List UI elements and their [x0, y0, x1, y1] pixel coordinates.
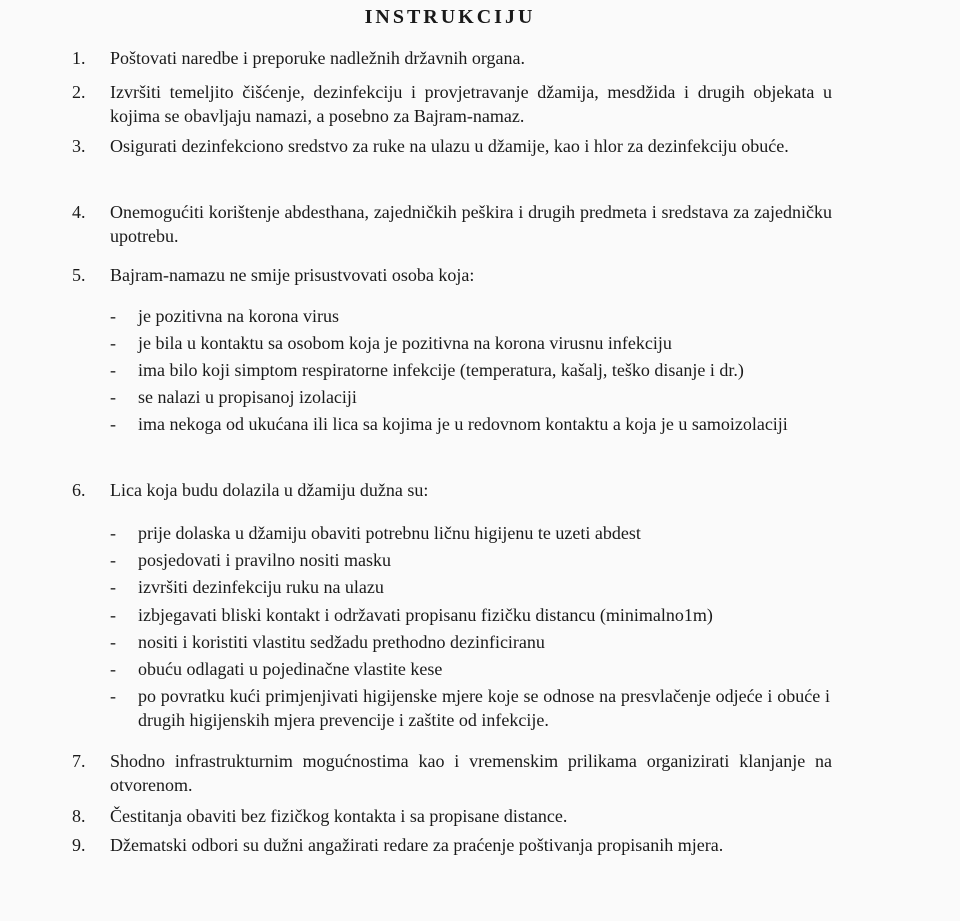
list-item-text: je bila u kontaktu sa osobom koja je pozitivna na korona virusnu infekciju: [138, 333, 672, 353]
list-item-text: izvršiti dezinfekciju ruku na ulazu: [138, 577, 384, 597]
instruction-item-8: [72, 804, 832, 828]
list-item: [110, 358, 830, 382]
item-text: Shodno infrastrukturnim mogućnostima kao i vremenskim prilikama organizirati klanjanje na otvorenom.: [110, 751, 832, 795]
bullet-dash: -: [110, 387, 116, 407]
list-item-text: prije dolaska u džamiju obaviti potrebnu ličnu higijenu te uzeti abdest: [138, 523, 641, 543]
item-number: 2.: [72, 82, 86, 102]
item-number: 3.: [72, 136, 86, 156]
list-item: [110, 630, 830, 654]
bullet-dash: -: [110, 333, 116, 353]
bullet-dash: -: [110, 550, 116, 570]
list-item-text: izbjegavati bliski kontakt i održavati propisanu fizičku distancu (minimalno1m): [138, 605, 713, 625]
item-number: 4.: [72, 202, 86, 222]
list-item: [110, 548, 830, 572]
bullet-dash: -: [110, 523, 116, 543]
bullet-dash: -: [110, 414, 116, 434]
bullet-dash: -: [110, 686, 116, 706]
item-number: 9.: [72, 835, 86, 855]
list-item: [110, 684, 830, 732]
document-title: INSTRUKCIJU: [364, 6, 536, 28]
list-item-text: ima nekoga od ukućana ili lica sa kojima je u redovnom kontaktu a koja je u samoizolaciji: [138, 414, 788, 434]
bullet-dash: -: [110, 605, 116, 625]
item-text: Poštovati naredbe i preporuke nadležnih državnih organa.: [110, 48, 526, 68]
instruction-item-2: [72, 80, 832, 128]
list-item: [110, 304, 830, 328]
bullet-dash: -: [110, 659, 116, 679]
list-item: [110, 412, 830, 436]
instruction-item-1: [72, 46, 832, 70]
list-item-text: obuću odlagati u pojedinačne vlastite kese: [138, 659, 443, 679]
list-item: [110, 603, 830, 627]
item-number: 6.: [72, 480, 86, 500]
list-item: [110, 657, 830, 681]
item-number: 1.: [72, 48, 86, 68]
bullet-dash: -: [110, 632, 116, 652]
bullet-dash: -: [110, 306, 116, 326]
list-item-text: je pozitivna na korona virus: [138, 306, 339, 326]
item-number: 8.: [72, 806, 86, 826]
list-item-text: nositi i koristiti vlastitu sedžadu prethodno dezinficiranu: [138, 632, 545, 652]
item-text: Onemogućiti korištenje abdesthana, zajedničkih peškira i drugih predmeta i sredstava za zajedničku upotrebu.: [110, 202, 832, 246]
item-text: Džematski odbori su dužni angažirati redare za praćenje poštivanja propisanih mjera.: [110, 835, 724, 855]
item-text: Bajram-namazu ne smije prisustvovati osoba koja:: [110, 265, 475, 285]
bullet-dash: -: [110, 360, 116, 380]
instruction-item-6: [72, 478, 832, 502]
instruction-item-3: [72, 134, 832, 158]
list-item: [110, 521, 830, 545]
list-item-text: po povratku kući primjenjivati higijenske mjere koje se odnose na presvlačenje odjeće i obuće i drugih higijenskih mjera prevencije i zaštite od infekcije.: [138, 686, 830, 730]
item-text: Lica koja budu dolazila u džamiju dužna su:: [110, 480, 429, 500]
list-item: [110, 385, 830, 409]
item-text: Izvršiti temeljito čišćenje, dezinfekciju i provjetravanje džamija, mesdžida i drugih objekata u kojima se obavljaju namazi, a posebno za Bajram-namaz.: [110, 82, 832, 126]
instruction-item-7: [72, 749, 832, 797]
instruction-item-9: [72, 833, 832, 857]
item-text: Osigurati dezinfekciono sredstvo za ruke na ulazu u džamije, kao i hlor za dezinfekciju obuće.: [110, 136, 789, 156]
instruction-item-5: [72, 263, 832, 287]
item-number: 5.: [72, 265, 86, 285]
list-item-text: posjedovati i pravilno nositi masku: [138, 550, 391, 570]
list-item: [110, 575, 830, 599]
bullet-dash: -: [110, 577, 116, 597]
list-item-text: ima bilo koji simptom respiratorne infekcije (temperatura, kašalj, teško disanje i dr.): [138, 360, 744, 380]
list-item-text: se nalazi u propisanoj izolaciji: [138, 387, 357, 407]
instruction-item-4: [72, 200, 832, 248]
list-item: [110, 331, 830, 355]
item-text: Čestitanja obaviti bez fizičkog kontakta i sa propisane distance.: [110, 806, 568, 826]
item-number: 7.: [72, 751, 86, 771]
